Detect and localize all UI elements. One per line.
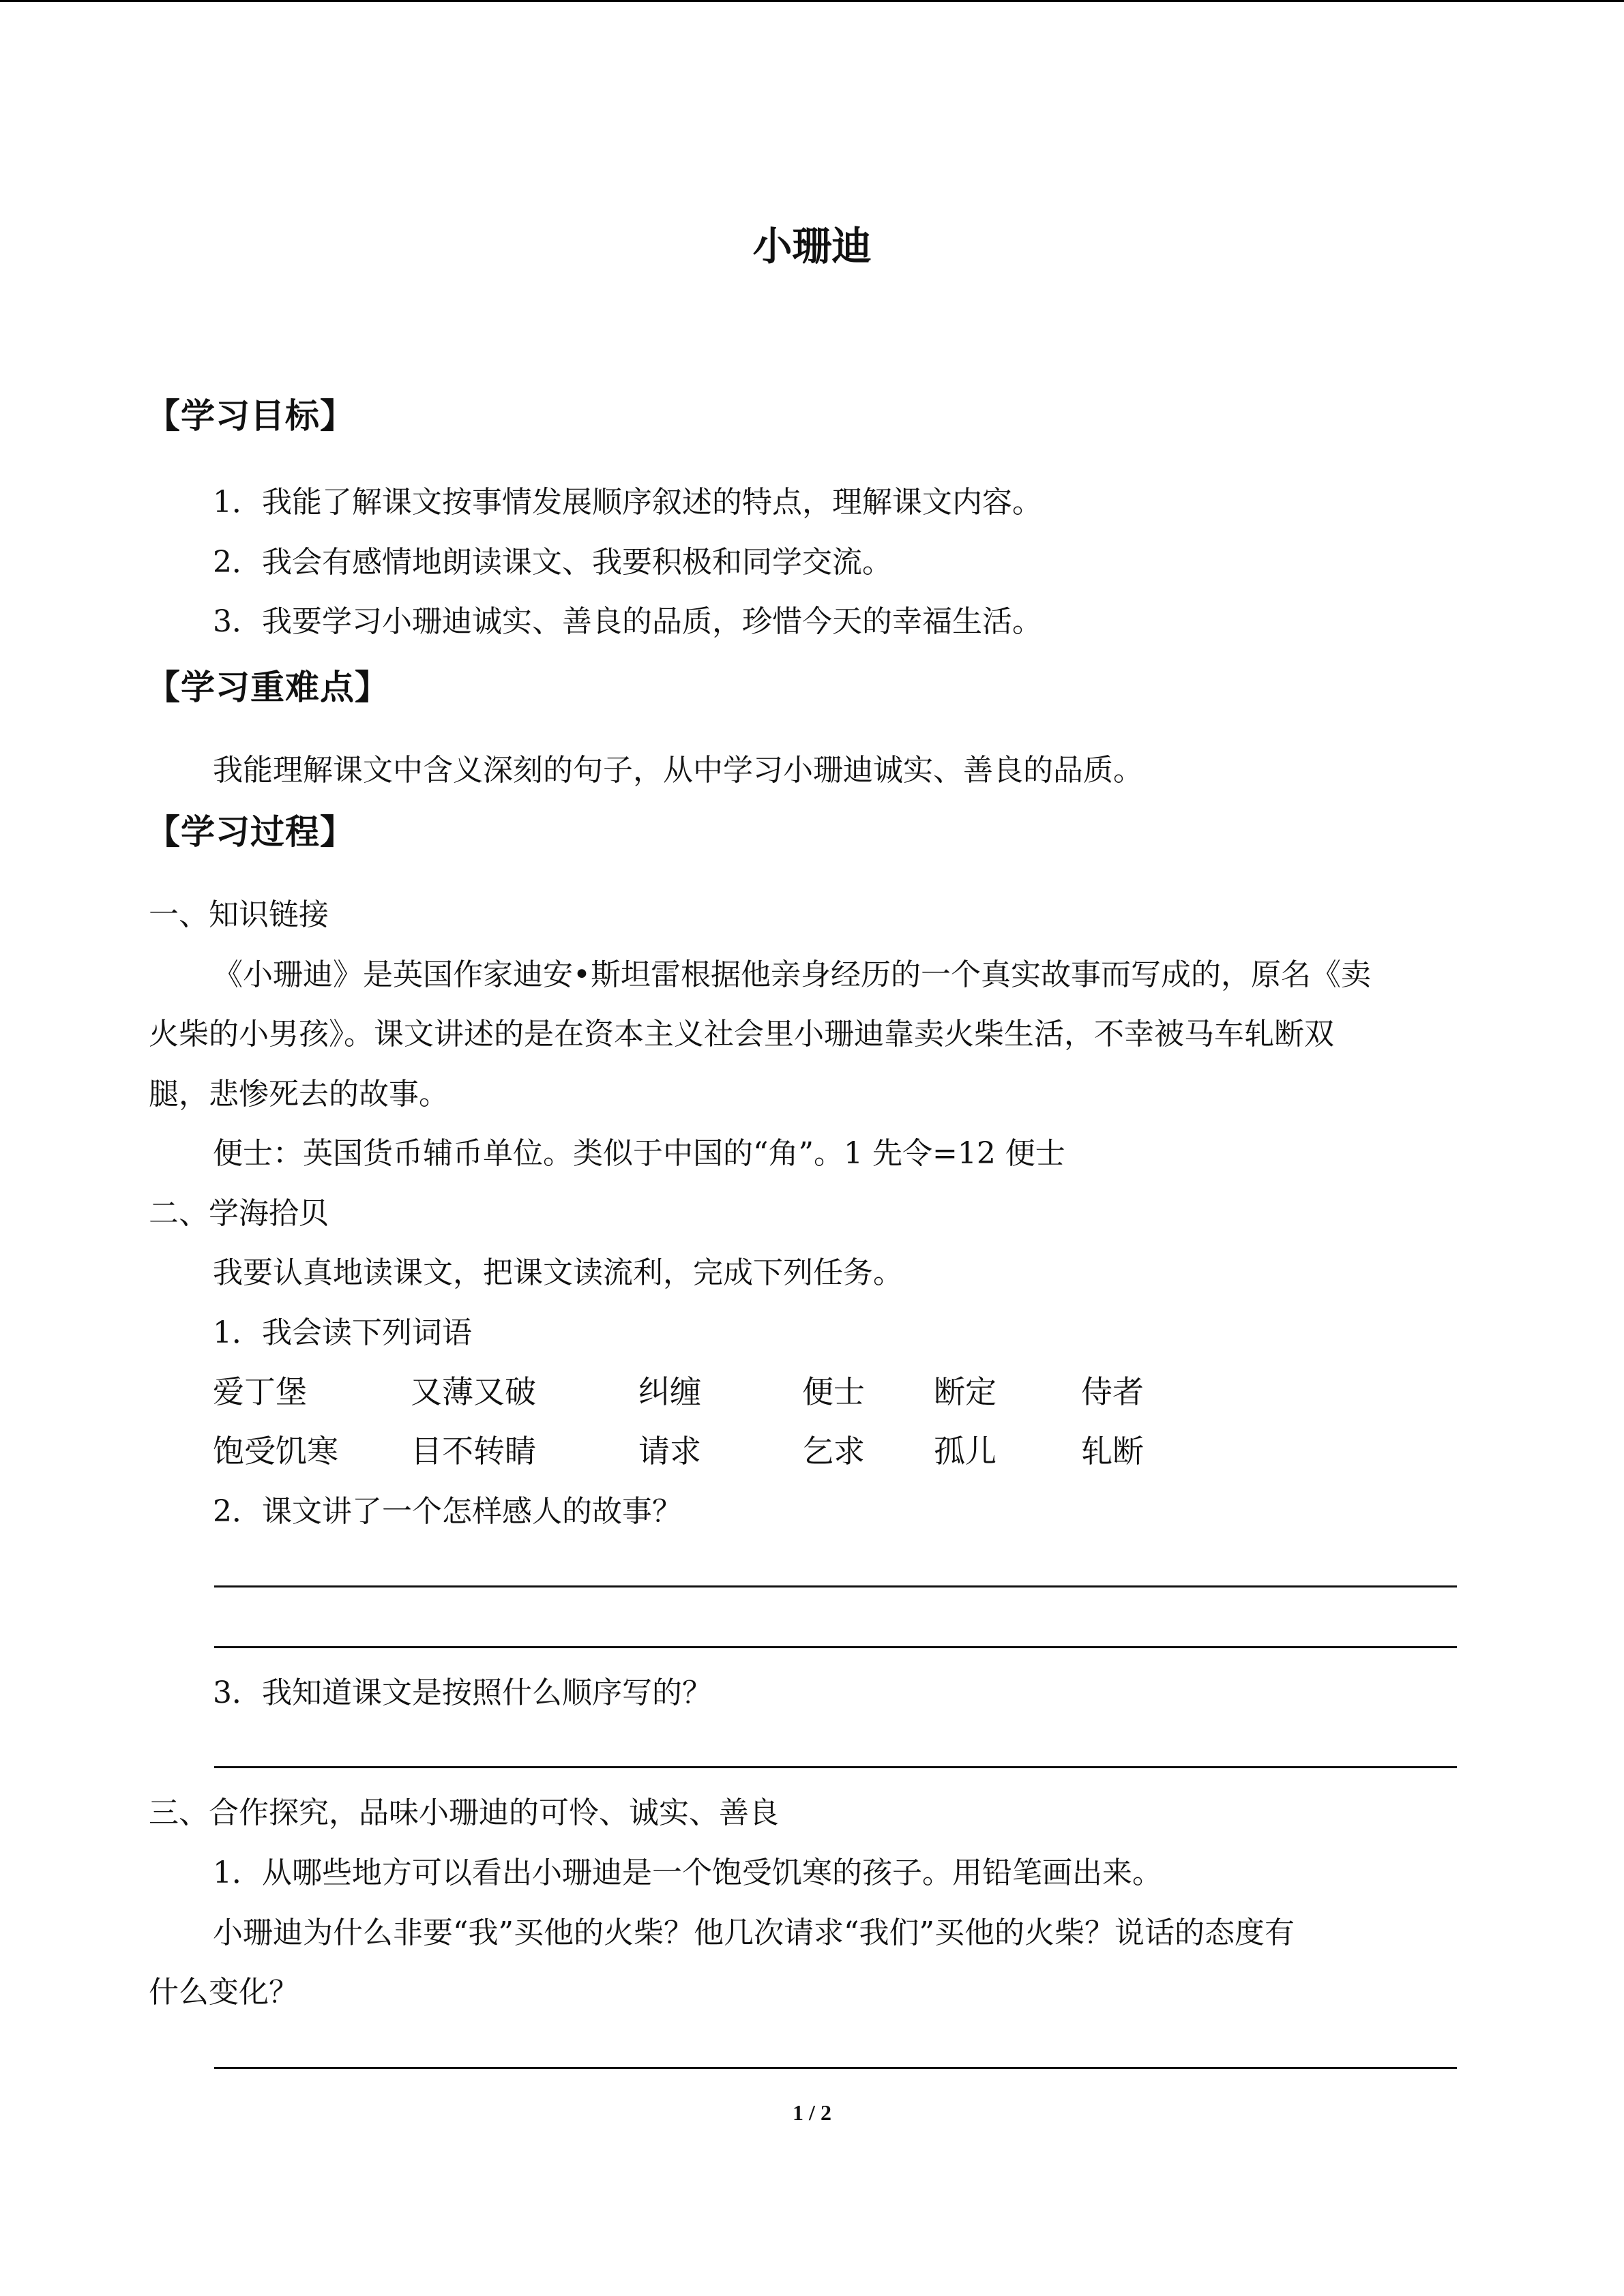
section-2-task-1: 1．我会读下列词语 — [213, 1315, 472, 1350]
section-2-task-3: 3．我知道课文是按照什么顺序写的？ — [213, 1675, 712, 1710]
vocab-word: 又薄又破 — [411, 1373, 536, 1410]
section-3-question-line-2: 什么变化？ — [149, 1975, 299, 2010]
key-points-heading: 【学习重难点】 — [146, 668, 389, 707]
section-1-paragraph-line-2: 火柴的小男孩》。课文讲述的是在资本主义社会里小珊迪靠卖火柴生活，不幸被马车轧断双 — [149, 1017, 1334, 1052]
section-3-task-1: 1．从哪些地方可以看出小珊迪是一个饱受饥寒的孩子。用铅笔画出来。 — [213, 1855, 1162, 1890]
objectives-heading: 【学习目标】 — [146, 396, 355, 436]
vocab-word: 饱受饥寒 — [213, 1433, 338, 1470]
page-title: 小珊迪 — [752, 223, 872, 269]
section-1-note: 便士：英国货币辅币单位。类似于中国的“角”。1 先令=12 便士 — [213, 1136, 1065, 1171]
vocab-word: 断定 — [934, 1373, 996, 1410]
key-points-text: 我能理解课文中含义深刻的句子，从中学习小珊迪诚实、善良的品质。 — [213, 753, 1143, 788]
section-3-title: 三、合作探究，品味小珊迪的可怜、诚实、善良 — [149, 1795, 779, 1830]
section-3-question-line-1: 小珊迪为什么非要“我”买他的火柴？他几次请求“我们”买他的火柴？说话的态度有 — [213, 1915, 1295, 1950]
vocab-word: 孤儿 — [934, 1433, 996, 1470]
section-1-paragraph-line-3: 腿，悲惨死去的故事。 — [149, 1077, 449, 1112]
vocab-word: 爱丁堡 — [213, 1373, 307, 1410]
objective-item-1: 1．我能了解课文按事情发展顺序叙述的特点，理解课文内容。 — [213, 485, 1042, 520]
page-indicator: 1 / 2 — [793, 2100, 831, 2125]
vocab-word: 请求 — [638, 1433, 701, 1470]
vocab-word: 纠缠 — [638, 1373, 701, 1410]
section-2-title: 二、学海拾贝 — [149, 1196, 329, 1231]
objective-item-3: 3．我要学习小珊迪诚实、善良的品质，珍惜今天的幸福生活。 — [213, 604, 1042, 639]
answer-line[interactable] — [214, 1766, 1457, 1768]
objective-item-2: 2．我会有感情地朗读课文、我要积极和同学交流。 — [213, 545, 892, 580]
answer-line[interactable] — [214, 1646, 1457, 1648]
section-1-paragraph-line-1: 《小珊迪》是英国作家迪安•斯坦雷根据他亲身经历的一个真实故事而写成的，原名《卖 — [213, 957, 1371, 992]
vocab-word: 目不转睛 — [411, 1433, 536, 1470]
vocab-word: 乞求 — [802, 1433, 865, 1470]
vocab-word: 侍者 — [1081, 1373, 1144, 1410]
section-1-title: 一、知识链接 — [149, 897, 329, 932]
page-top-border — [0, 0, 1624, 2]
section-2-intro: 我要认真地读课文，把课文读流利，完成下列任务。 — [213, 1255, 903, 1290]
section-2-task-2: 2．课文讲了一个怎样感人的故事？ — [213, 1494, 682, 1529]
answer-line[interactable] — [214, 1585, 1457, 1587]
answer-line[interactable] — [214, 2067, 1457, 2069]
process-heading: 【学习过程】 — [146, 812, 355, 852]
vocab-word: 便士 — [802, 1373, 865, 1410]
vocab-word: 轧断 — [1081, 1433, 1144, 1470]
